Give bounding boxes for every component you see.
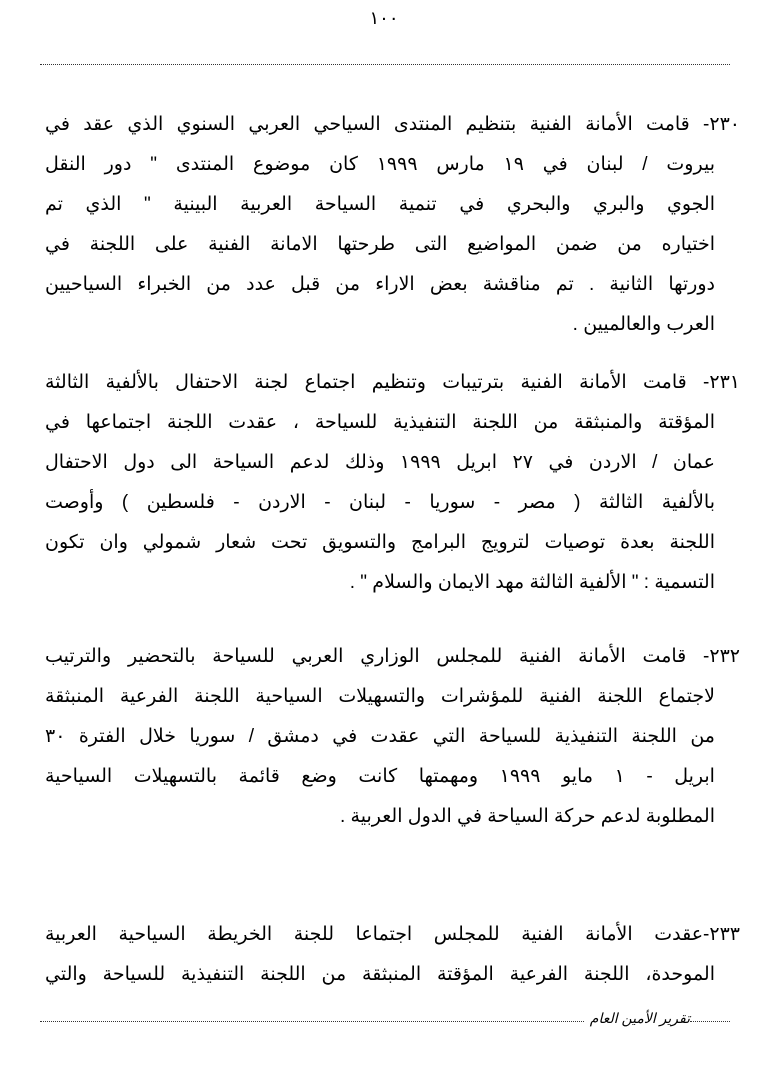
paragraph-line: اللجنة بعدة توصيات لترويج البرامج والتسويق تحت شعار شمولي وان تكون: [45, 532, 715, 553]
paragraph-line: المطلوبة لدعم حركة السياحة في الدول العربية .: [340, 806, 715, 827]
paragraph-line: لاجتماع اللجنة الفنية للمؤشرات والتسهيلات السياحية اللجنة الفرعية المنبثقة: [45, 686, 715, 707]
header-divider: [40, 64, 730, 65]
paragraph-line: المؤقتة والمنبثقة من اللجنة التنفيذية للسياحة ، عقدت اللجنة اجتماعها في: [45, 412, 715, 433]
paragraph-line: من اللجنة التنفيذية للسياحة التي عقدت في دمشق / سوريا خلال الفترة ٣٠: [45, 726, 715, 747]
paragraph-line: الموحدة، اللجنة الفرعية المؤقتة المنبثقة من اللجنة التنفيذية للسياحة والتي: [45, 964, 715, 985]
paragraph-4-first-line: ٢٣٣-عقدت الأمانة الفنية للمجلس اجتماعا للجنة الخريطة السياحية العربية: [45, 924, 740, 945]
paragraph-line: التسمية : " الألفية الثالثة مهد الايمان والسلام " .: [349, 572, 715, 593]
paragraph-line: العرب والعالميين .: [572, 314, 715, 335]
paragraph-line: ابريل - ١ مايو ١٩٩٩ ومهمتها كانت وضع قائمة بالتسهيلات السياحية: [45, 766, 715, 787]
footer-title: تقرير الأمين العام: [584, 1010, 690, 1027]
page-footer: [40, 1010, 730, 1034]
footer-divider-right: [690, 1021, 730, 1022]
paragraph-1-first-line: ٢٣٠- قامت الأمانة الفنية بتنظيم المنتدى السياحي العربي السنوي الذي عقد في: [45, 114, 740, 135]
paragraph-line: بيروت / لبنان في ١٩ مارس ١٩٩٩ كان موضوع المنتدى " دور النقل: [45, 154, 715, 175]
paragraph-line: عمان / الاردن في ٢٧ ابريل ١٩٩٩ وذلك لدعم السياحة الى دول الاحتفال: [45, 452, 715, 473]
paragraph-2-first-line: ٢٣١- قامت الأمانة الفنية بترتيبات وتنظيم اجتماع لجنة الاحتفال بالألفية الثالثة: [45, 372, 740, 393]
footer-divider: [40, 1021, 590, 1022]
page-number: ١٠٠: [369, 8, 399, 28]
paragraph-3-first-line: ٢٣٢- قامت الأمانة الفنية للمجلس الوزاري العربي للسياحة بالتحضير والترتيب: [45, 646, 740, 667]
paragraph-line: دورتها الثانية . تم مناقشة بعض الاراء من قبل عدد من الخبراء السياحيين: [45, 274, 715, 295]
paragraph-line: اختياره من ضمن المواضيع التى طرحتها الامانة الفنية على اللجنة في: [45, 234, 715, 255]
paragraph-line: الجوي والبري والبحري في تنمية السياحة العربية البينية " الذي تم: [45, 194, 715, 215]
paragraph-line: بالألفية الثالثة ( مصر - سوريا - لبنان - الاردن - فلسطين ) وأوصت: [45, 492, 715, 513]
